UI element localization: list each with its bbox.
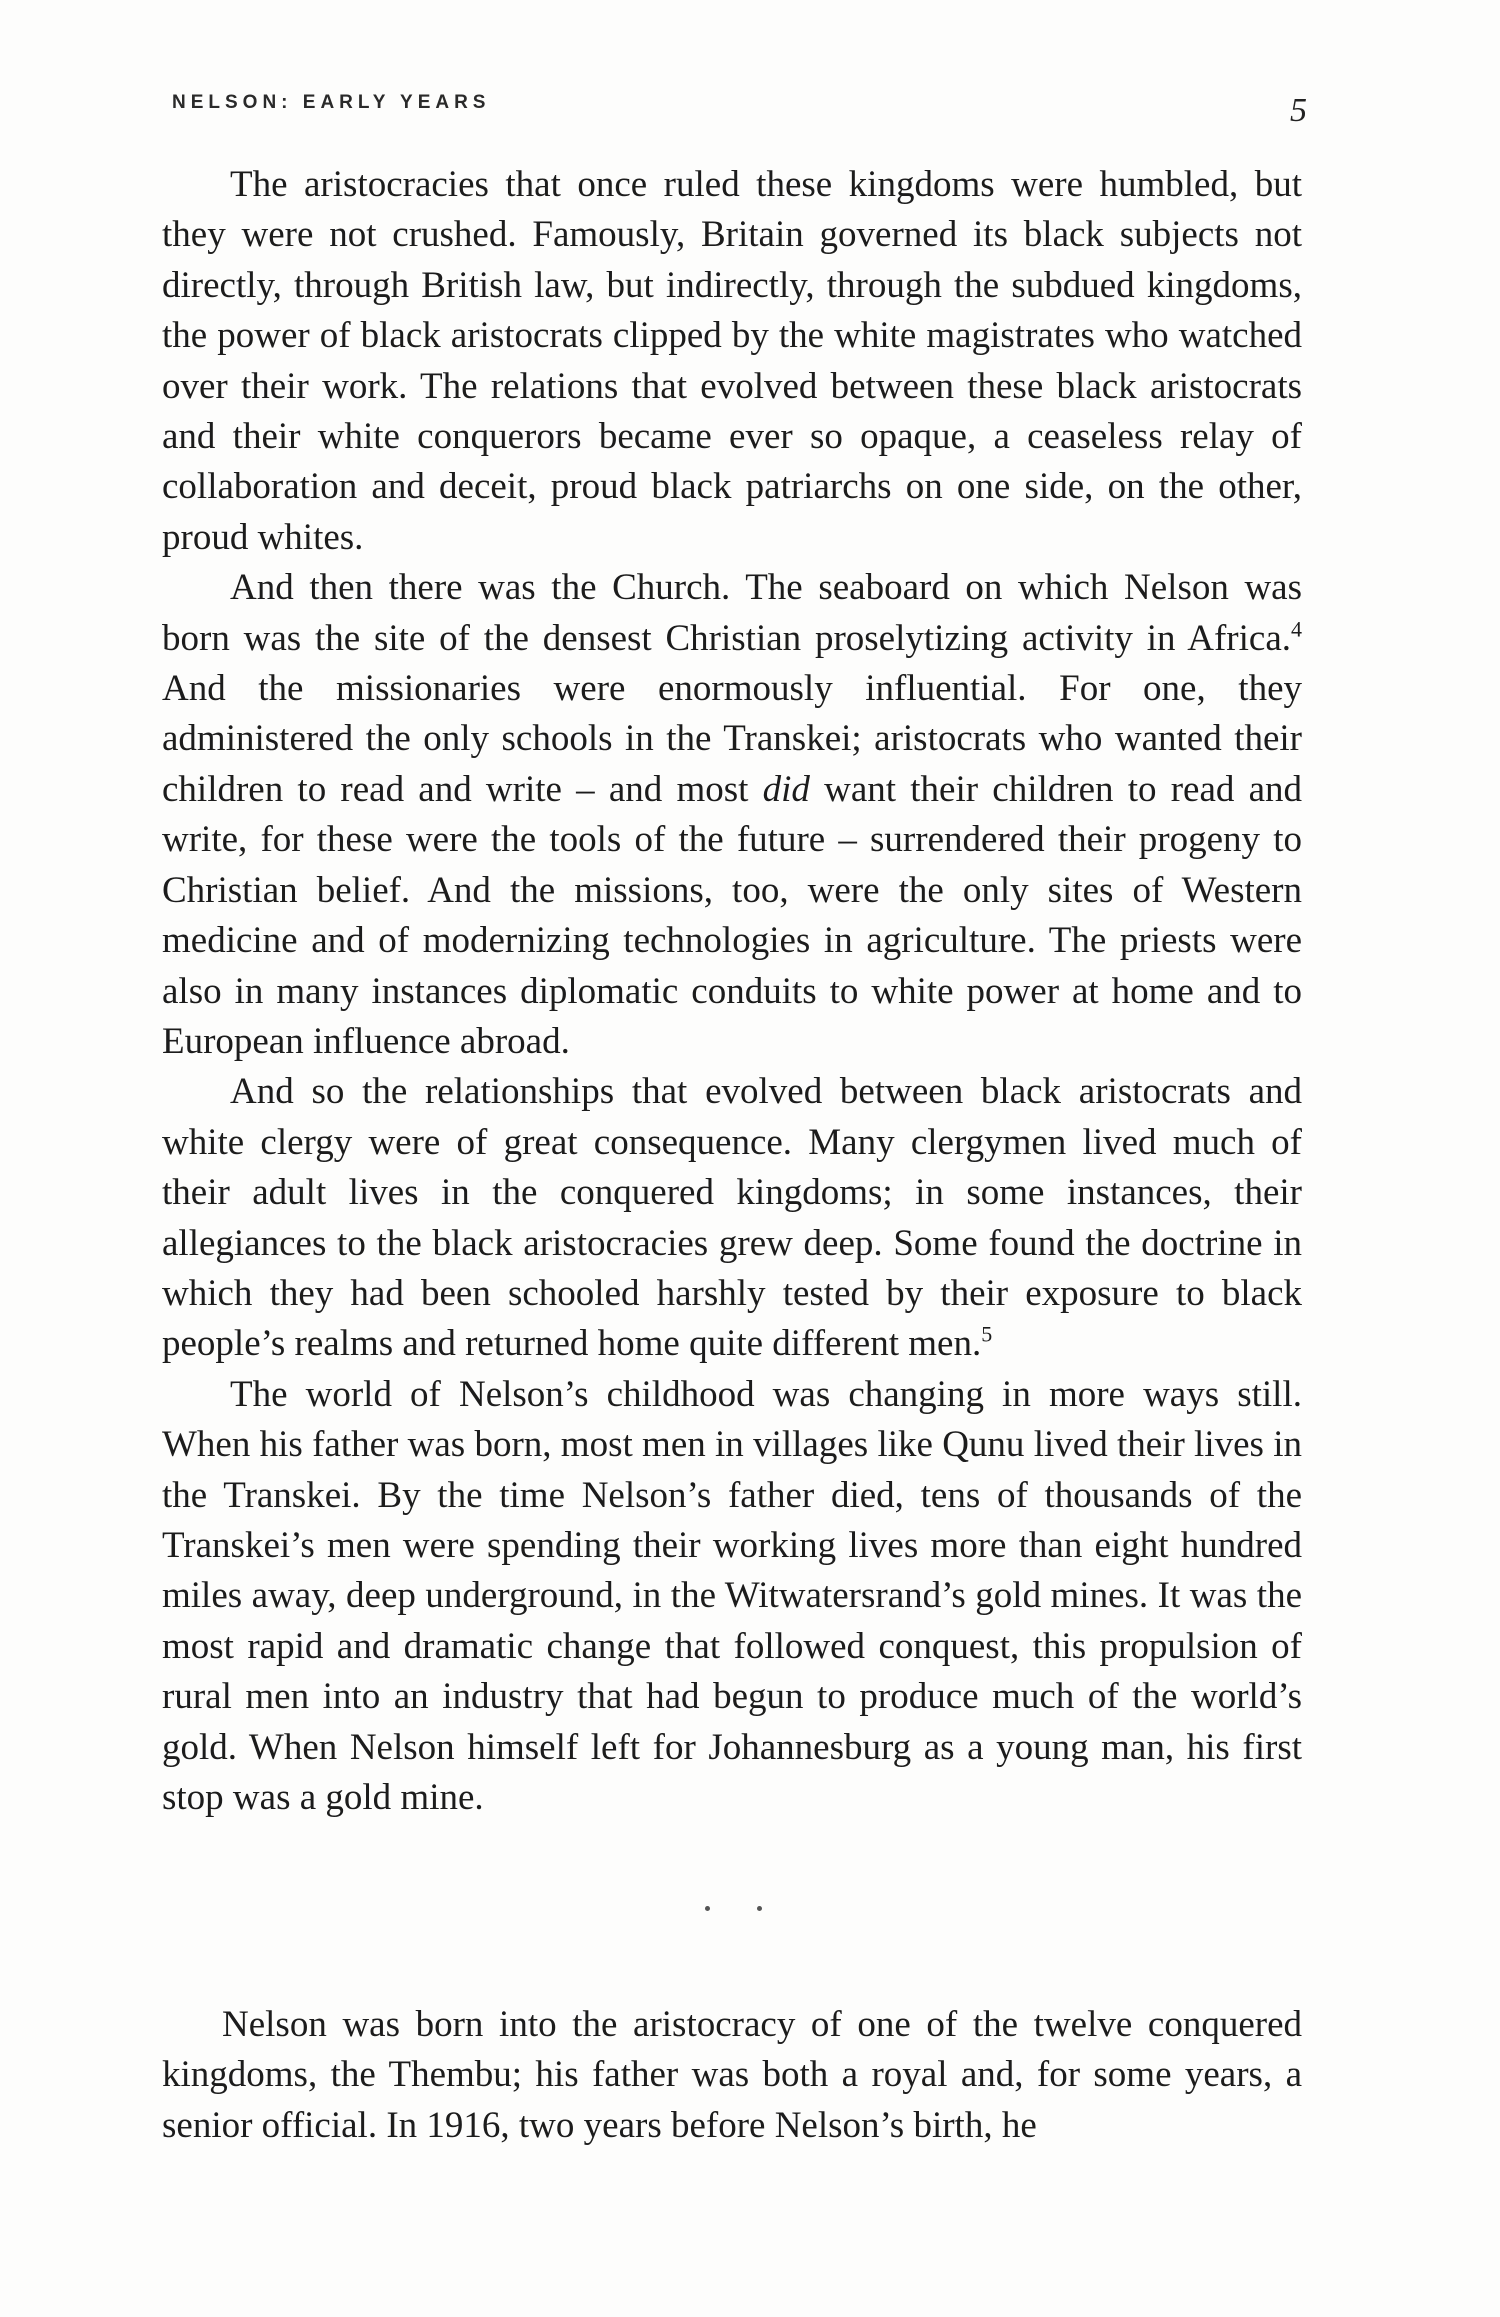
section-two-paragraph: Nelson was born into the aristocracy of one of the twelve conquered kingdoms, the Thembu; his father was both a royal and, for some years, a senior official. In 1916, two years before Nelson’s birth, he [162,2004,1302,2146]
emphasis-did: did [762,768,810,810]
paragraph-1: The aristocracies that once ruled these kingdoms were humbled, but they were not crushed. Famously, Britain governed its black subjects not directly, through British law, but indirectly, through the subdued kingdoms, the power of black aristocrats clipped by the white magistrates who watched over their work. The relations that evolved between these black aristocrats and their white conquerors became ever so opaque, a ceaseless relay of collaboration and deceit, proud black patriarchs on one side, on the other, proud whites. [162,164,1302,558]
paragraph-2-part-c: want their children to read and write, for these were the tools of the future – surrendered their progeny to Christian belief. And the missions, too, were the only sites of Western medicine and of modernizing technologies in agriculture. The priests were also in many instances diplomatic conduits to white power at home and to European influence abroad. [162,768,1302,1062]
paragraph-3-text: And so the relationships that evolved between black aristocrats and white clergy were of great consequence. Many clergymen lived much of their adult lives in the conquered kingdoms; in some instances, their allegiances to the black aristocracies grew deep. Some found the doctrine in which they had been schooled harshly tested by their exposure to black people’s realms and returned home quite different men. [162,1071,1302,1365]
paragraph-2-part-b: And the missionaries were enormously influential. For one, they administered the only schools in the Transkei; aristocrats who wanted their children to read and write – and most [162,668,1302,810]
footnote-marker-5: 5 [981,1322,993,1348]
paragraph-4: The world of Nelson’s childhood was changing in more ways still. When his father was born, most men in villages like Qunu lived their lives in the Transkei. By the time Nelson’s father died, tens of thousands of the Transkei’s men were spending their working lives more than eight hundred miles away, deep underground, in the Witwatersrand’s gold mines. It was the most rapid and dramatic change that followed conquest, this propulsion of rural men into an industry that had begun to produce much of the world’s gold. When Nelson himself left for Johannesburg as a young man, his first stop was a gold mine. [162,1373,1302,1818]
section-two-text-block [162,2000,1302,2151]
footnote-marker-4: 4 [1291,616,1302,642]
section-break-dot [705,1906,710,1911]
paragraph-2-part-a: And then there was the Church. The seaboard on which Nelson was born was the site of the densest Christian proselytizing activity in Africa. [162,567,1302,659]
page-number: 5 [1290,92,1307,129]
section-break-dot [757,1906,762,1911]
paragraph-3 [162,1067,1302,1369]
main-text-block [162,160,1302,1823]
paragraph-2 [162,563,1302,1067]
running-head: NELSON: EARLY YEARS [172,92,491,113]
section-break-ornament [695,1900,775,1920]
